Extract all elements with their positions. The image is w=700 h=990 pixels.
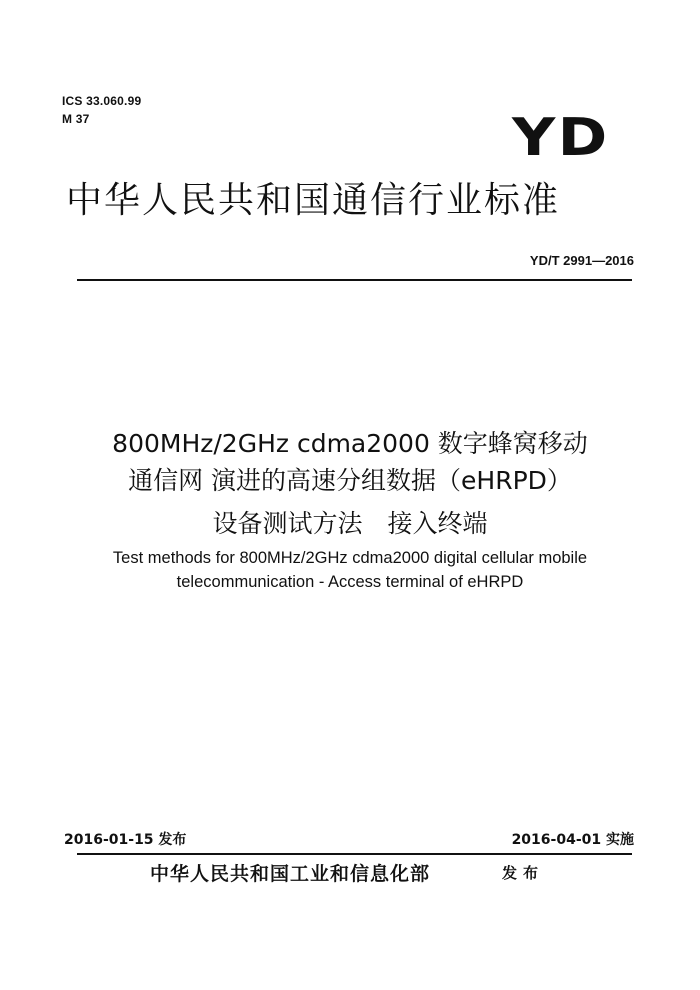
bottom-divider [77, 853, 632, 855]
org-title: 中华人民共和国通信行业标准 [66, 180, 561, 221]
classification-code: M 37 [62, 112, 90, 126]
title-zh-line-1: 800MHz/2GHz cdma2000 数字蜂窝移动 [112, 429, 588, 458]
yd-logo: YD [512, 108, 610, 168]
issuing-authority: 中华人民共和国工业和信息化部 [150, 863, 431, 885]
issue-date: 2016-01-15 发布 [64, 832, 187, 848]
issuer-suffix: 发布 [502, 864, 545, 882]
title-zh-line-2: 通信网 演进的高速分组数据（eHRPD） [128, 466, 572, 495]
standard-number: YD/T 2991—2016 [529, 253, 634, 268]
title-zh-line-3: 设备测试方法 接入终端 [212, 509, 488, 538]
ics-code: ICS 33.060.99 [62, 94, 142, 108]
title-en-line-2: telecommunication - Access terminal of eHRPD [176, 573, 524, 591]
top-divider [77, 279, 632, 281]
implementation-date: 2016-04-01 实施 [511, 832, 634, 848]
title-en-line-1: Test methods for 800MHz/2GHz cdma2000 digital cellular mobile [112, 549, 588, 567]
